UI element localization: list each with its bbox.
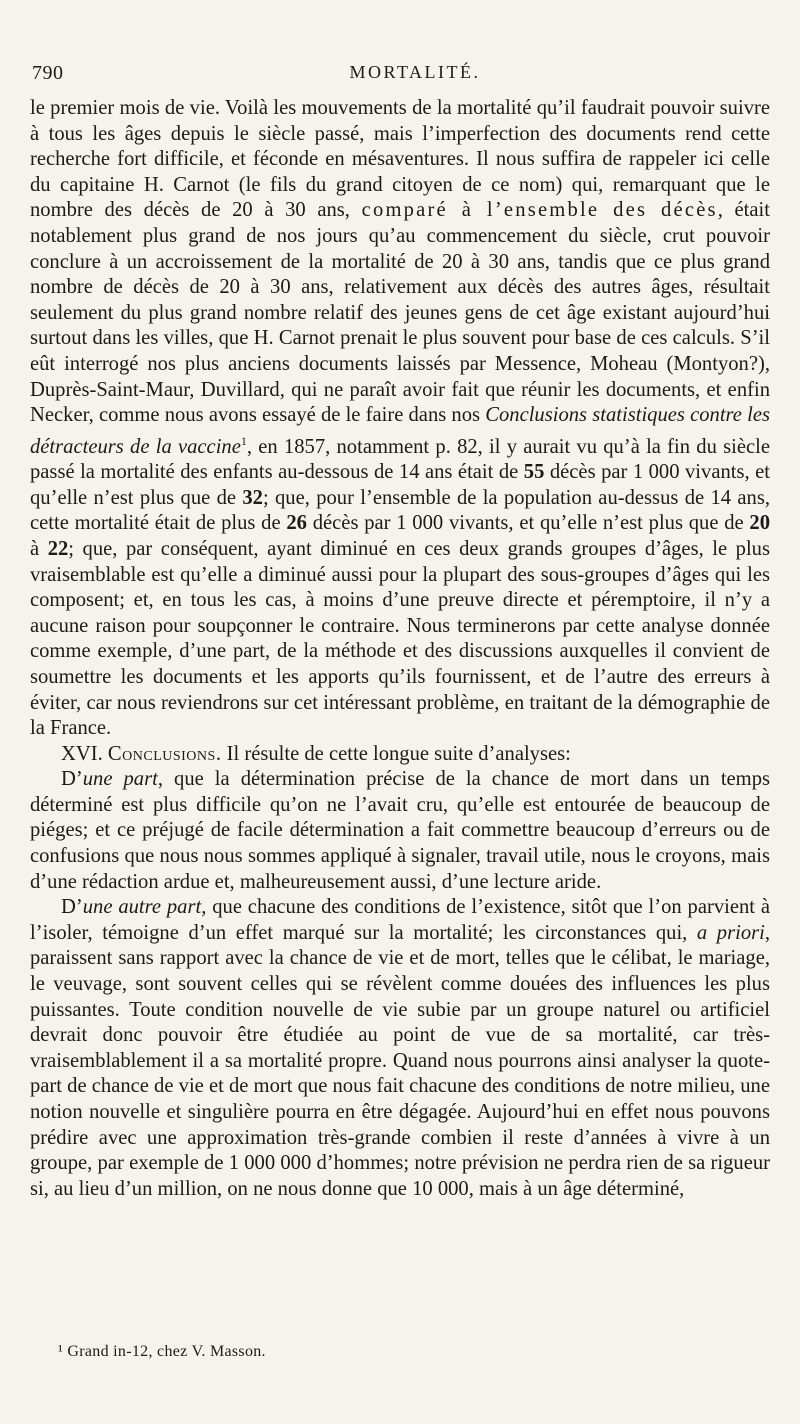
paragraph — [30, 96, 770, 742]
text-run: le premier mois de vie. Voilà les mouvements de la mortalité qu’il faudrait pouvoir suivre à tous les âges depuis le siècle passé, mais l’imperfection des documents rend cette recherche fort difficile, et féconde en mésaventures. Il nous suffira de rappeler ici celle du capitaine H. Carnot (le fils du grand citoyen de ce nom) qui, remarquant que le nombre des décès de 20 à 30 ans, — [30, 97, 770, 222]
text-italic: une autre part — [82, 896, 202, 919]
text-run: décès par 1 000 vivants, et qu’elle n’est plus que de — [30, 461, 770, 509]
text-run: , était notablement plus grand de nos jours qu’au commencement du siècle, crut pouvoir conclure à un accroissement de la mortalité de 20 à 30 ans, tandis que ce plus grand nombre de décès de 20 à 30 ans, relativement aux décès des autres âges, résultait seulement du plus grand nombre relatif des jeunes gens de cet âge existant aujourd’hui surtout dans les villes, que H. Carnot prenait le plus souvent pour base de ces calculs. S’il eût interrogé nos plus anciens documents laissés par Messence, Moheau (Montyon?), Duprès-Saint-Maur, Duvillard, qui ne paraît avoir fait que réunir les documents, et enfin Necker, comme nous avons essayé de le faire dans nos — [30, 199, 770, 427]
text-italic: une part — [82, 768, 158, 791]
text-bold: 22 — [47, 537, 69, 560]
text-italic: Conclusions statistiques contre les détracteurs de la vaccine — [30, 404, 770, 458]
text-bold: 26 — [286, 512, 307, 535]
paragraph — [30, 767, 770, 895]
text-run: ; que, par conséquent, ayant diminué en ces deux grands groupes d’âges, le plus vraisemblable est qu’elle a diminué aussi pour la plupart des sous-groupes d’âges qui les composent; et, en tous les cas, à moins d’une preuve directe et péremptoire, il n’y a aucune raison pour soupçonner le contraire. Nous terminerons par cette analyse donnée comme exemple, d’une part, de la méthode et des discussions auxquelles il convient de soumettre les documents et les apports qu’ils fournissent, et de l’autre des erreurs à éviter, car nous reviendrons sur cet intéressant problème, en traitant de la démographie de la France. — [30, 537, 770, 740]
text-run: à — [30, 537, 48, 560]
text-run: Il résulte de cette longue suite d’analyses: — [221, 742, 571, 765]
text-italic: a priori — [696, 921, 765, 944]
text-bold: 32 — [242, 486, 263, 509]
text-bold: 55 — [523, 461, 545, 484]
paragraph — [30, 895, 770, 1202]
text-bold: 20 — [749, 512, 770, 535]
text-run: D’ — [61, 896, 83, 919]
text-smallcaps: Conclusions. — [107, 742, 222, 765]
footnote: ¹ Grand in-12, chez V. Masson. — [58, 1343, 266, 1360]
text-run: , que la détermination précise de la chance de mort dans un temps déterminé est plus difficile qu’on ne l’avait cru, qu’elle est entourée de beaucoup de piéges; et ce préjugé de facile détermination a fait commettre beaucoup d’erreurs ou de confusions que nous nous sommes appliqué à signaler, travail utile, nous le croyons, mais d’une rédaction ardue et, malheureusement aussi, d’une lecture aride. — [30, 768, 771, 893]
text-sup: 1 — [240, 433, 247, 448]
running-header — [30, 62, 770, 90]
page-number: 790 — [32, 62, 64, 84]
paragraph — [30, 742, 770, 768]
text-run: , paraissent sans rapport avec la chance de vie et de mort, telles que le célibat, le mariage, le veuvage, sont souvent celles qui se révèlent comme douées des influences les plus puissantes. Toute condition nouvelle de vie subie par un groupe naturel ou artificiel devrait donc pouvoir être étudiée au point de vue de sa mortalité, car très-vraisemblablement il a sa mortalité propre. Quand nous pourrons ainsi analyser la quote-part de chance de vie et de mort que nous fait chacune des conditions de notre milieu, une notion nouvelle et singulière pourra en être dégagée. Aujourd’hui en effet nous pouvons prédire avec une approximation très-grande combien il reste d’années à vivre à un groupe, par exemple de 1 000 000 d’hommes; notre prévision ne perdra rien de sa rigueur si, au lieu d’un million, on ne nous donne que 10 000, mais à un âge déterminé, — [30, 921, 771, 1200]
text-run: décès par 1 000 vivants, et qu’elle n’est plus que de — [306, 512, 750, 535]
text-run: D’ — [61, 768, 83, 791]
text-run: , que chacune des conditions de l’existence, sitôt que l’on parvient à l’isoler, témoigne d’un effet marqué sur la mortalité; les circonstances qui, — [30, 896, 770, 944]
text-spaced: comparé à l’ensemble des décès — [361, 199, 718, 222]
text-run: , en 1857, notamment p. 82, il y aurait vu qu’à la fin du siècle passé la mortalité des enfants au-dessous de 14 ans était de — [30, 435, 771, 484]
body-text — [30, 96, 770, 1202]
running-title: MORTALITÉ. — [349, 62, 481, 82]
text-run: ; que, pour l’ensemble de la population au-dessus de 14 ans, cette mortalité était de plus de — [30, 486, 770, 535]
text-run: XVI. — [61, 742, 108, 765]
